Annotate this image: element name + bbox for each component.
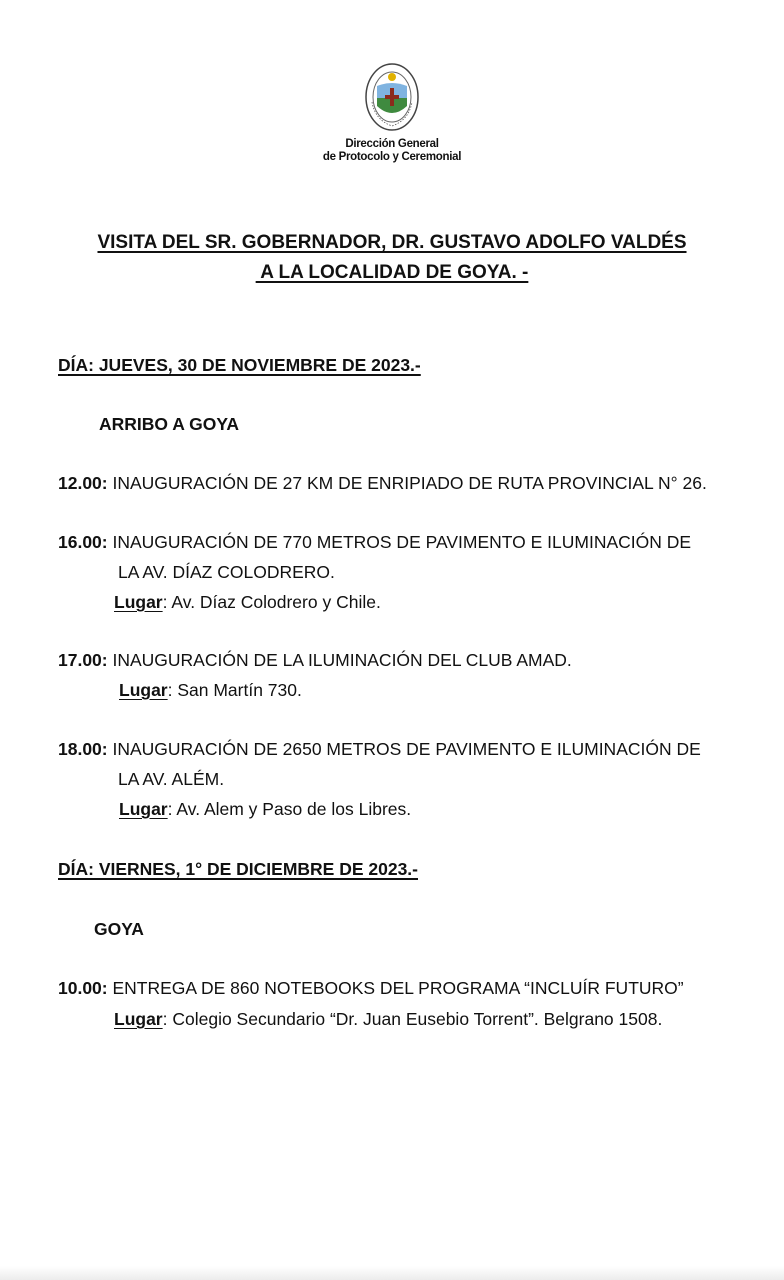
agenda-item [58, 468, 707, 498]
agenda-item [58, 527, 691, 557]
document-title [0, 228, 784, 288]
event-location [119, 675, 302, 705]
event-description: INAUGURACIÓN DE 2650 METROS DE PAVIMENTO E ILUMINACIÓN DE [107, 739, 701, 759]
provincial-seal-icon [363, 62, 421, 132]
day-heading: DÍA: VIERNES, 1° DE DICIEMBRE DE 2023.- [58, 859, 418, 879]
day-heading: DÍA: JUEVES, 30 DE NOVIEMBRE DE 2023.- [58, 355, 421, 375]
location-label: Lugar [119, 680, 168, 700]
day-subheading: ARRIBO A GOYA [99, 414, 240, 434]
location-label: Lugar [114, 592, 163, 612]
event-description: INAUGURACIÓN DE 27 KM DE ENRIPIADO DE RUTA PROVINCIAL N° 26. [107, 473, 707, 493]
org-name-line1: Dirección General [345, 138, 439, 150]
agenda-item [58, 645, 572, 675]
day-subheading: GOYA [94, 919, 144, 939]
location-label: Lugar [114, 1009, 163, 1029]
agenda-item [58, 734, 701, 764]
org-name-line2: de Protocolo y Ceremonial [322, 151, 462, 163]
event-description-continued: LA AV. DÍAZ COLODRERO. [118, 562, 335, 582]
event-description-continued: LA AV. ALÉM. [118, 769, 225, 789]
event-time: 10.00: [58, 978, 108, 998]
event-time: 18.00: [58, 739, 108, 759]
location-value: : San Martín 730. [167, 680, 302, 700]
title-line1: VISITA DEL SR. GOBERNADOR, DR. GUSTAVO ADOLFO VALDÉS [97, 232, 687, 253]
event-time: 12.00: [58, 473, 108, 493]
event-location [119, 794, 411, 824]
location-label: Lugar [119, 799, 168, 819]
location-value: : Colegio Secundario “Dr. Juan Eusebio Torrent”. Belgrano 1508. [162, 1009, 663, 1029]
location-value: : Av. Díaz Colodrero y Chile. [162, 592, 381, 612]
title-line2: A LA LOCALIDAD DE GOYA. - [255, 262, 529, 283]
letterhead [0, 62, 784, 164]
event-description: INAUGURACIÓN DE 770 METROS DE PAVIMENTO E ILUMINACIÓN DE [107, 532, 692, 552]
event-location [114, 1004, 662, 1034]
event-time: 16.00: [58, 532, 108, 552]
agenda-item [58, 973, 684, 1003]
event-location [114, 587, 381, 617]
event-description: ENTREGA DE 860 NOTEBOOKS DEL PROGRAMA “INCLUÍR FUTURO” [107, 978, 684, 998]
page-edge [0, 1266, 784, 1280]
event-time: 17.00: [58, 650, 108, 670]
event-description: INAUGURACIÓN DE LA ILUMINACIÓN DEL CLUB AMAD. [107, 650, 572, 670]
location-value: : Av. Alem y Paso de los Libres. [167, 799, 412, 819]
